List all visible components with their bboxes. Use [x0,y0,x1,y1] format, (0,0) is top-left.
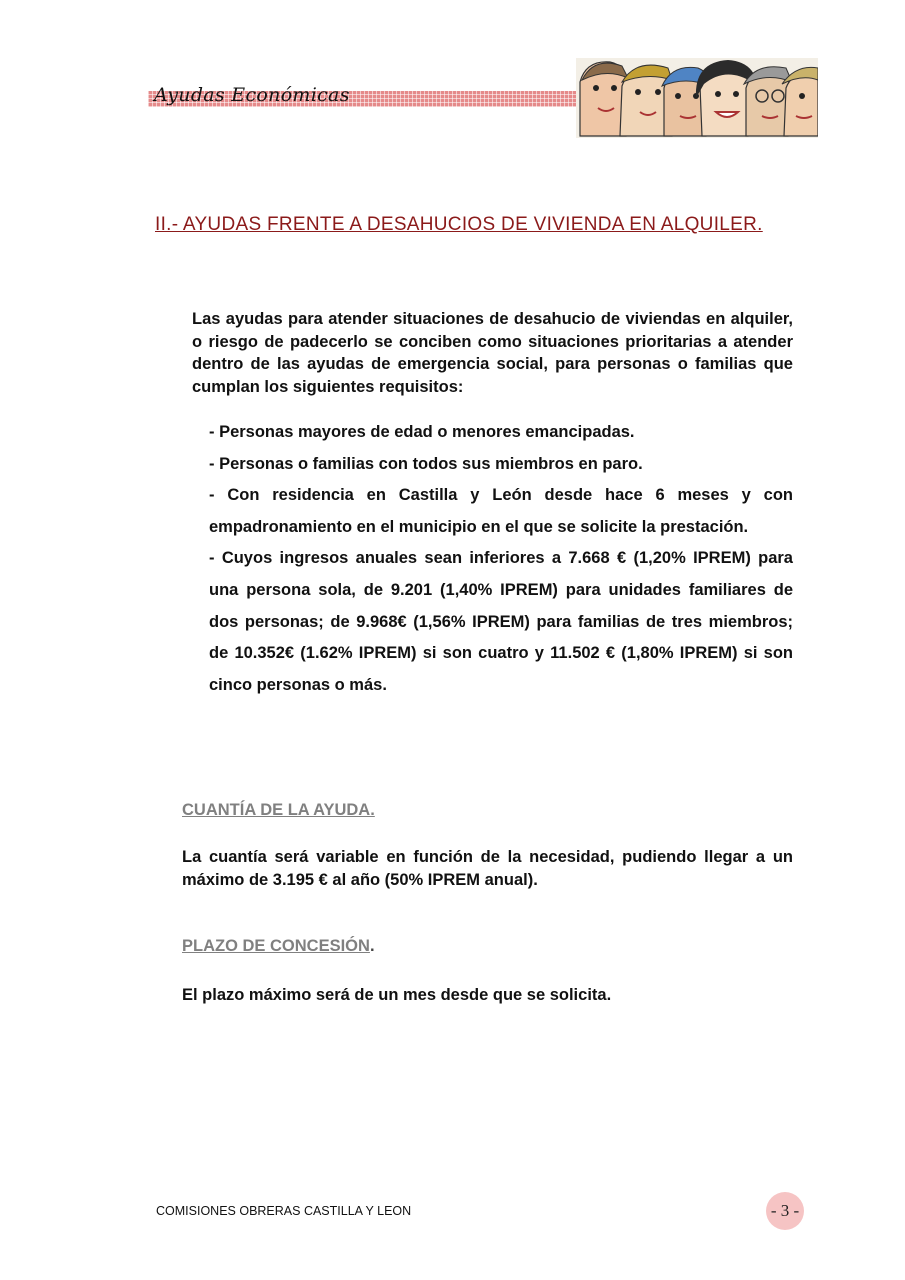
amount-paragraph: La cuantía será variable en función de la necesidad, pudiendo llegar a un máximo de 3.195 € al año (50% IPREM anual). [182,848,793,889]
term-paragraph: El plazo máximo será de un mes desde que se solicita. [182,986,612,1004]
amount-heading: CUANTÍA DE LA AYUDA. [182,801,375,819]
requirements-list [209,417,793,701]
faces-illustration-icon [576,58,818,138]
requirement-item: - Cuyos ingresos anuales sean inferiores a 7.668 € (1,20% IPREM) para una persona sola, de 9.201 (1,40% IPREM) para unidades familiares de dos personas; de 9.968€ (1,56% IPREM) para familias de tres miembros; de 10.352€ (1.62% IPREM) si son cuatro y 11.502 € (1,80% IPREM) si son cinco personas o más. [209,549,793,694]
term-heading [182,937,375,956]
term-heading-suffix: . [369,937,375,955]
section-title: II.- AYUDAS FRENTE A DESAHUCIOS DE VIVIENDA EN ALQUILER. [155,214,763,235]
page-number-badge: - 3 - [766,1192,804,1230]
header-title: Ayudas Económicas [154,84,350,106]
requirement-item: - Personas o familias con todos sus miembros en paro. [209,454,643,473]
requirement-item: - Personas mayores de edad o menores emancipadas. [209,423,635,441]
term-heading-label: PLAZO DE CONCESIÓN [182,937,370,955]
requirement-item: - Con residencia en Castilla y León desde hace 6 meses y con empadronamiento en el municipio en el que se solicite la prestación. [209,486,793,536]
footer-organization: COMISIONES OBRERAS CASTILLA Y LEON [156,1204,412,1218]
intro-paragraph: Las ayudas para atender situaciones de desahucio de viviendas en alquiler, o riesgo de padecerlo se conciben como situaciones prioritarias a atender dentro de las ayudas de emergencia social, para personas o familias que cumplan los siguientes requisitos: [192,310,793,396]
